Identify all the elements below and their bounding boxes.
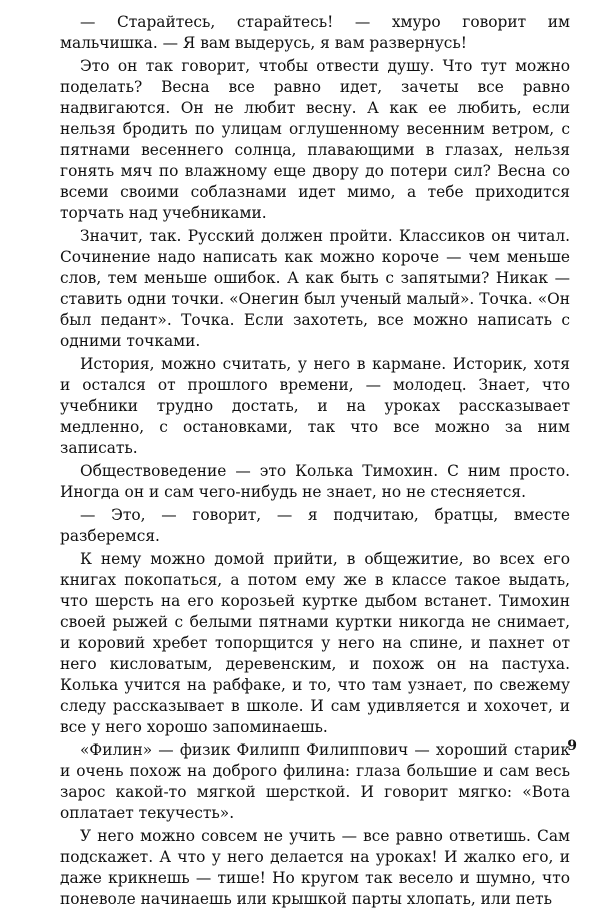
paragraph-8: «Филин» — физик Филипп Филиппович — хороший старик и очень похож на доброго филина: глаза большие и сам весь зарос какой-то мягкой шерсткой. И говорит мягко: «Вота оплатает текучесть».	[60, 741, 570, 822]
paragraph-3: Значит, так. Русский должен пройти. Классиков он читал. Сочинение надо написать как можно короче — чем меньше слов, тем меньше ошибок. А как быть с запятыми? Никак — ставить одни точки. «Онегин был ученый малый». Точка. «Он был педант». Точка. Если захотеть, все можно написать с одними точками.	[60, 227, 570, 350]
paragraph-9: У него можно совсем не учить — все равно ответишь. Сам подскажет. А что у него делается на уроках! И жалко его, и даже крикнешь — тише! Но кругом так весело и шумно, что поневоле начинаешь или крышкой парты хлопать, или петь	[60, 827, 570, 908]
paragraph-7: К нему можно домой прийти, в общежитие, во всех его книгах покопаться, а потом ему же в классе такое выдать, что шерсть на его корозьей куртке дыбом встанет. Тимохин своей рыжей с белыми пятнами куртки никогда не снимает, и коровий хребет топорщится у него на спине, и пахнет от него кисловатым, деревенским, и похож он на пастуха. Колька учится на рабфаке, и то, что там узнает, по свежему следу рассказывает в школе. И сам удивляется и хохочет, и все у него хорошо запоминаешь.	[60, 550, 570, 736]
paragraph-4: История, можно считать, у него в кармане. Историк, хотя и остался от прошлого времени, — молодец. Знает, что учебники трудно достать, и на уроках рассказывает медленно, с остановками, так что все можно за ним записать.	[60, 355, 570, 457]
paragraph-2: Это он так говорит, чтобы отвести душу. Что тут можно поделать? Весна все равно идет, зачеты все равно надвигаются. Он не любит весну. А как ее любить, если нельзя бродить по улицам оглушенному весенним ветром, с пятнами весеннего солнца, плавающими в глазах, нельзя гонять мяч по влажному еще двору до потери сил? Весна со всеми своими соблазнами идет мимо, а тебе приходится торчать над учебниками.	[60, 57, 570, 222]
book-page	[60, 12, 570, 912]
paragraph-6: — Это, — говорит, — я подчитаю, братцы, вместе разберемся.	[60, 506, 570, 545]
paragraph-1: — Старайтесь, старайтесь! — хмуро говорит им мальчишка. — Я вам выдерусь, я вам развернусь!	[60, 13, 570, 52]
paragraph-5: Обществоведение — это Колька Тимохин. С ним просто. Иногда он и сам чего-нибудь не знает, но не стесняется.	[60, 462, 570, 501]
page-number: 9	[567, 738, 577, 754]
